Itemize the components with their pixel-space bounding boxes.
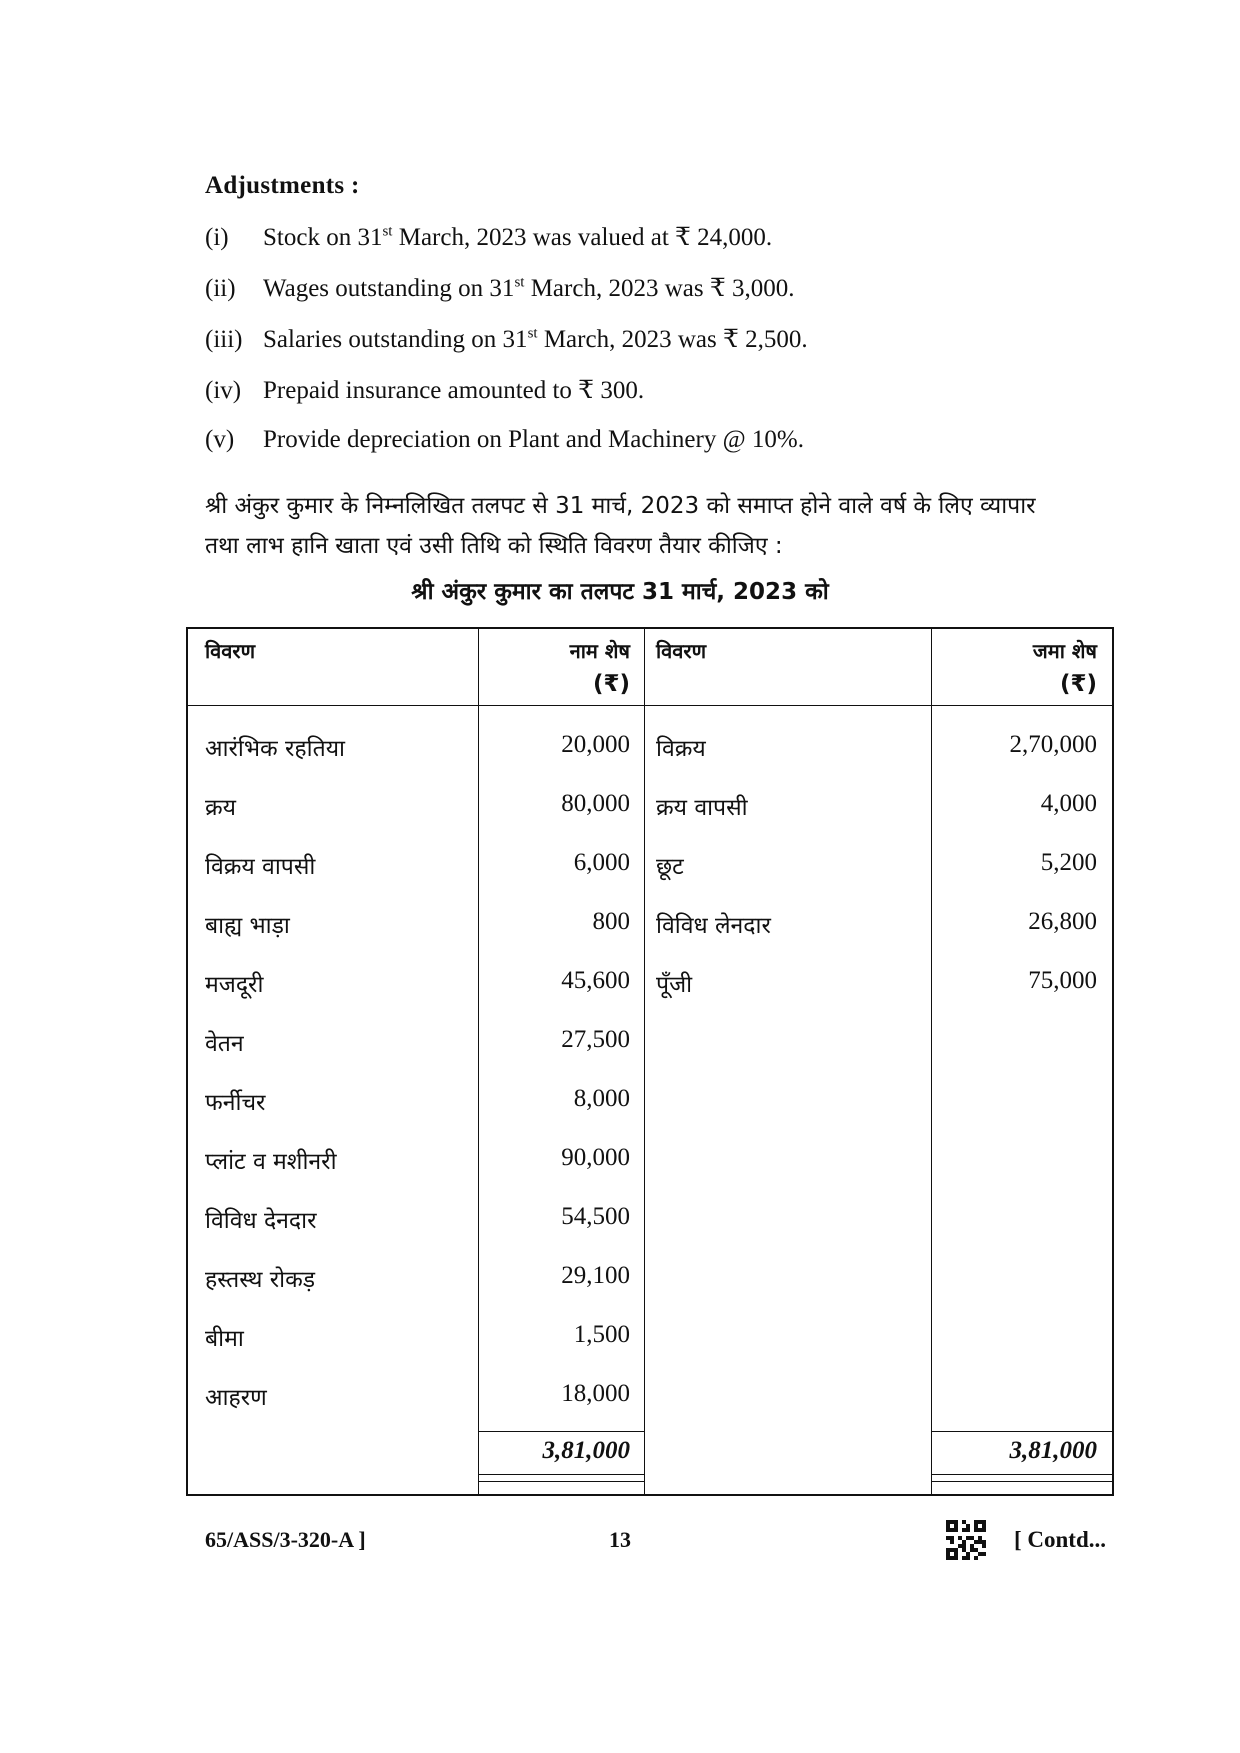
debit-item: आहरण (205, 1385, 267, 1411)
credit-amount: 2,70,000 (1009, 731, 1097, 758)
adjustment-item: (i) Stock on 31st March, 2023 was valued at ₹ 24,000. (205, 223, 773, 251)
header-debit-balance: नाम शेष (569, 639, 630, 663)
credit-item: विक्रय (656, 736, 706, 762)
credit-item: पूँजी (656, 972, 693, 998)
debit-item: प्लांट व मशीनरी (205, 1149, 337, 1175)
debit-item: हस्तस्थ रोकड़ (205, 1267, 316, 1293)
page-number: 13 (609, 1527, 631, 1552)
credit-item: क्रय वापसी (656, 795, 748, 821)
debit-amount: 800 (592, 908, 630, 935)
total-rule-bottom (478, 1474, 644, 1475)
credit-amount: 75,000 (1028, 967, 1097, 994)
debit-item: विविध देनदार (205, 1208, 317, 1234)
debit-amount: 1,500 (573, 1321, 630, 1348)
continued-marker: [ Contd... (1014, 1527, 1107, 1552)
debit-item: मजदूरी (205, 972, 264, 998)
total-rule-top (478, 1431, 644, 1432)
debit-amount: 8,000 (573, 1085, 630, 1112)
total-rule-top (931, 1431, 1114, 1432)
debit-item: वेतन (205, 1031, 244, 1057)
header-debit-unit: (₹) (592, 671, 630, 697)
debit-item: विक्रय वापसी (205, 854, 316, 880)
total-rule-bottom (931, 1481, 1114, 1482)
debit-total: 3,81,000 (542, 1437, 630, 1464)
total-rule-bottom (931, 1474, 1114, 1475)
debit-amount: 54,500 (561, 1203, 630, 1230)
adjustment-item: (v) Provide depreciation on Plant and Machinery @ 10%. (205, 426, 804, 453)
credit-amount: 5,200 (1040, 849, 1097, 876)
qr-code-icon (946, 1520, 986, 1560)
paper-code: 65/ASS/3-320-A ] (205, 1527, 366, 1552)
credit-amount: 26,800 (1028, 908, 1097, 935)
debit-amount: 29,100 (561, 1262, 630, 1289)
total-rule-bottom (478, 1481, 644, 1482)
debit-amount: 20,000 (561, 731, 630, 758)
debit-amount: 18,000 (561, 1380, 630, 1407)
debit-item: आरंभिक रहतिया (205, 736, 345, 762)
header-particulars-debit: विवरण (205, 639, 256, 663)
column-divider (644, 629, 645, 1494)
debit-amount: 90,000 (561, 1144, 630, 1171)
header-particulars-credit: विवरण (656, 639, 707, 663)
adjustment-item: (iv) Prepaid insurance amounted to ₹ 300. (205, 377, 645, 404)
header-credit-unit: (₹) (1059, 671, 1097, 697)
debit-item: फर्नीचर (205, 1090, 266, 1116)
adjustments-heading: Adjustments : (205, 172, 360, 199)
credit-total: 3,81,000 (1009, 1437, 1097, 1464)
header-credit-balance: जमा शेष (1032, 639, 1097, 663)
credit-item: छूट (656, 854, 684, 880)
trial-balance-title: श्री अंकुर कुमार का तलपट 31 मार्च, 2023 को (411, 579, 829, 605)
trial-balance-table (186, 627, 1114, 1496)
debit-amount: 80,000 (561, 790, 630, 817)
credit-item: विविध लेनदार (656, 913, 771, 939)
header-divider (188, 705, 1112, 706)
debit-item: बाह्य भाड़ा (205, 913, 290, 939)
adjustment-item: (ii) Wages outstanding on 31st March, 2023 was ₹ 3,000. (205, 274, 795, 302)
adjustment-item: (iii) Salaries outstanding on 31st March, 2023 was ₹ 2,500. (205, 325, 808, 353)
credit-amount: 4,000 (1040, 790, 1097, 817)
debit-item: बीमा (205, 1326, 244, 1352)
debit-amount: 6,000 (573, 849, 630, 876)
question-text-hindi: श्री अंकुर कुमार के निम्नलिखित तलपट से 31 मार्च, 2023 को समाप्त होने वाले वर्ष के लिए व्यापार तथा लाभ हानि खाता एवं उसी तिथि को स्थिति विवरण तैयार कीजिए : (205, 493, 1036, 559)
debit-item: क्रय (205, 795, 237, 821)
debit-amount: 27,500 (561, 1026, 630, 1053)
debit-amount: 45,600 (561, 967, 630, 994)
